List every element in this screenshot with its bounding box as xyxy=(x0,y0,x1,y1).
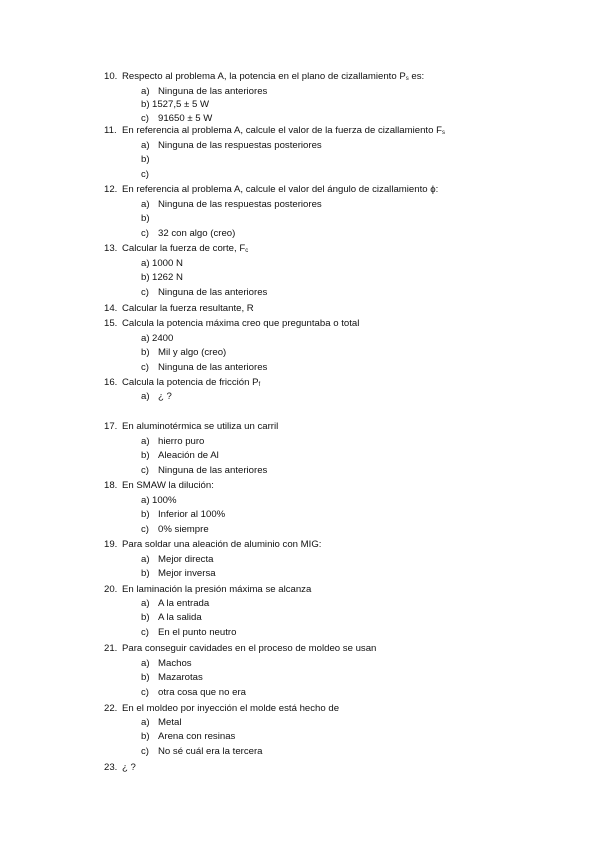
question-subscript: s xyxy=(405,76,409,82)
option-row xyxy=(0,199,600,211)
option-row xyxy=(0,717,600,729)
question-number: 11. xyxy=(104,125,117,136)
option-label: b) xyxy=(141,672,150,683)
option-text: Ninguna de las respuestas posteriores xyxy=(158,199,322,210)
option-label: c) xyxy=(141,169,149,180)
option-row xyxy=(0,362,600,374)
option-text: 1000 N xyxy=(152,258,183,269)
question-subscript: c xyxy=(245,248,249,254)
question-text-main: ¿ ? xyxy=(122,762,136,773)
question-row xyxy=(0,762,600,774)
question-text xyxy=(122,539,321,551)
option-text: Arena con resinas xyxy=(158,731,236,742)
question-text-tail: es: xyxy=(408,71,425,82)
option-row xyxy=(0,86,600,98)
question-text-main: En aluminotérmica se utiliza un carril xyxy=(122,421,279,432)
option-text: Aleación de Al xyxy=(158,450,219,461)
option-label: a) xyxy=(141,140,150,151)
option-label: b) xyxy=(141,347,150,358)
option-row xyxy=(0,287,600,299)
option-label: c) xyxy=(141,287,149,298)
option-row xyxy=(0,612,600,624)
option-label: c) xyxy=(141,113,149,124)
question-text xyxy=(122,643,376,655)
option-text: Ninguna de las anteriores xyxy=(158,362,268,373)
option-row xyxy=(0,495,600,507)
option-text: Metal xyxy=(158,717,182,728)
question-number: 22. xyxy=(104,703,118,714)
option-label: a) xyxy=(141,199,150,210)
question-row xyxy=(0,703,600,715)
option-label: b) xyxy=(141,450,150,461)
option-row xyxy=(0,731,600,743)
option-row xyxy=(0,524,600,536)
option-text: 2400 xyxy=(152,333,174,344)
option-label: c) xyxy=(141,228,149,239)
option-label: a) xyxy=(141,495,150,506)
option-text: Ninguna de las anteriores xyxy=(158,465,268,476)
option-row xyxy=(0,169,600,181)
option-row xyxy=(0,465,600,477)
question-row xyxy=(0,184,600,196)
question-subscript: f xyxy=(258,382,261,388)
option-text: Mejor inversa xyxy=(158,568,216,579)
option-text: Ninguna de las anteriores xyxy=(158,86,268,97)
question-row xyxy=(0,303,600,315)
option-label: c) xyxy=(141,465,149,476)
option-row xyxy=(0,436,600,448)
option-row xyxy=(0,113,600,125)
question-number: 16. xyxy=(104,377,118,388)
question-text-main: Para soldar una aleación de aluminio con MIG: xyxy=(122,539,322,550)
option-text: Inferior al 100% xyxy=(158,509,226,520)
option-row xyxy=(0,450,600,462)
option-label: b) xyxy=(141,509,150,520)
option-text: 0% siempre xyxy=(158,524,209,535)
option-row xyxy=(0,627,600,639)
option-label: a) xyxy=(141,598,150,609)
option-row xyxy=(0,333,600,345)
option-label: a) xyxy=(141,717,150,728)
option-label: a) xyxy=(141,333,150,344)
question-number: 10. xyxy=(104,71,118,82)
question-text-main: Calcula la potencia de fricción P xyxy=(122,377,259,388)
question-row xyxy=(0,643,600,655)
question-row xyxy=(0,539,600,551)
option-label: b) xyxy=(141,99,150,110)
option-text: 1527,5 ± 5 W xyxy=(152,99,209,110)
option-label: b) xyxy=(141,612,150,623)
option-text: A la entrada xyxy=(158,598,210,609)
question-row xyxy=(0,318,600,330)
option-text: Mazarotas xyxy=(158,672,203,683)
option-row xyxy=(0,687,600,699)
option-row xyxy=(0,258,600,270)
question-text-main: En referencia al problema A, calcule el valor de la fuerza de cizallamiento F xyxy=(122,125,442,136)
option-text: Machos xyxy=(158,658,192,669)
option-label: a) xyxy=(141,391,150,402)
question-subscript: s xyxy=(441,130,445,136)
option-text: En el punto neutro xyxy=(158,627,237,638)
question-text xyxy=(122,584,311,596)
option-row xyxy=(0,228,600,240)
option-text: hierro puro xyxy=(158,436,205,447)
option-row xyxy=(0,509,600,521)
option-text: ¿ ? xyxy=(158,391,172,402)
option-text: 1262 N xyxy=(152,272,183,283)
question-text xyxy=(122,71,424,85)
question-number: 13. xyxy=(104,243,118,254)
question-row xyxy=(0,125,600,137)
question-row xyxy=(0,377,600,389)
option-row xyxy=(0,272,600,284)
question-text xyxy=(122,762,136,774)
question-number: 12. xyxy=(104,184,118,195)
question-number: 18. xyxy=(104,480,118,491)
question-text xyxy=(122,184,438,196)
question-number: 14. xyxy=(104,303,118,314)
question-text-main: Calcular la fuerza resultante, R xyxy=(122,303,254,314)
question-row xyxy=(0,71,600,83)
option-row xyxy=(0,347,600,359)
question-text-main: Para conseguir cavidades en el proceso de moldeo se usan xyxy=(122,643,377,654)
option-label: c) xyxy=(141,524,149,535)
option-text: Ninguna de las anteriores xyxy=(158,287,268,298)
question-row xyxy=(0,421,600,433)
question-row xyxy=(0,243,600,255)
question-text-main: Calcular la fuerza de corte, F xyxy=(122,243,246,254)
question-number: 23. xyxy=(104,762,118,773)
option-label: a) xyxy=(141,658,150,669)
question-text xyxy=(122,303,254,315)
question-number: 19. xyxy=(104,539,118,550)
option-row xyxy=(0,391,600,403)
option-label: a) xyxy=(141,86,150,97)
option-text: otra cosa que no era xyxy=(158,687,247,698)
option-label: c) xyxy=(141,627,149,638)
question-text-main: En el moldeo por inyección el molde está hecho de xyxy=(122,703,340,714)
question-row xyxy=(0,584,600,596)
option-label: a) xyxy=(141,258,150,269)
question-number: 17. xyxy=(104,421,118,432)
question-text xyxy=(122,243,248,257)
option-text: Mil y algo (creo) xyxy=(158,347,227,358)
option-label: b) xyxy=(141,154,150,165)
question-text xyxy=(122,377,260,391)
option-text: Mejor directa xyxy=(158,554,214,565)
option-label: c) xyxy=(141,687,149,698)
question-text-main: En referencia al problema A, calcule el valor del ángulo de cizallamiento ϕ: xyxy=(122,184,439,195)
option-row xyxy=(0,746,600,758)
question-text xyxy=(122,318,359,330)
option-text: 91650 ± 5 W xyxy=(158,113,213,124)
question-row xyxy=(0,480,600,492)
question-text xyxy=(122,421,278,433)
option-text: 32 con algo (creo) xyxy=(158,228,236,239)
question-text-main: Calcula la potencia máxima creo que preguntaba o total xyxy=(122,318,360,329)
question-number: 20. xyxy=(104,584,118,595)
question-text-main: En laminación la presión máxima se alcanza xyxy=(122,584,312,595)
option-label: a) xyxy=(141,554,150,565)
option-row xyxy=(0,658,600,670)
option-row xyxy=(0,672,600,684)
question-text-main: Respecto al problema A, la potencia en el plano de cizallamiento P xyxy=(122,71,406,82)
option-row xyxy=(0,554,600,566)
option-row xyxy=(0,99,600,111)
option-label: a) xyxy=(141,436,150,447)
option-row xyxy=(0,140,600,152)
option-text: 100% xyxy=(152,495,177,506)
option-row xyxy=(0,568,600,580)
question-text xyxy=(122,480,214,492)
option-text: No sé cuál era la tercera xyxy=(158,746,263,757)
option-text: Ninguna de las respuestas posteriores xyxy=(158,140,322,151)
question-text xyxy=(122,703,339,715)
option-row xyxy=(0,598,600,610)
option-label: c) xyxy=(141,362,149,373)
option-label: b) xyxy=(141,568,150,579)
option-label: c) xyxy=(141,746,149,757)
option-label: b) xyxy=(141,213,150,224)
option-label: b) xyxy=(141,731,150,742)
option-row xyxy=(0,213,600,225)
option-row xyxy=(0,154,600,166)
question-number: 21. xyxy=(104,643,118,654)
question-number: 15. xyxy=(104,318,118,329)
question-text-main: En SMAW la dilución: xyxy=(122,480,214,491)
question-text xyxy=(122,125,445,139)
option-text: A la salida xyxy=(158,612,202,623)
option-label: b) xyxy=(141,272,150,283)
